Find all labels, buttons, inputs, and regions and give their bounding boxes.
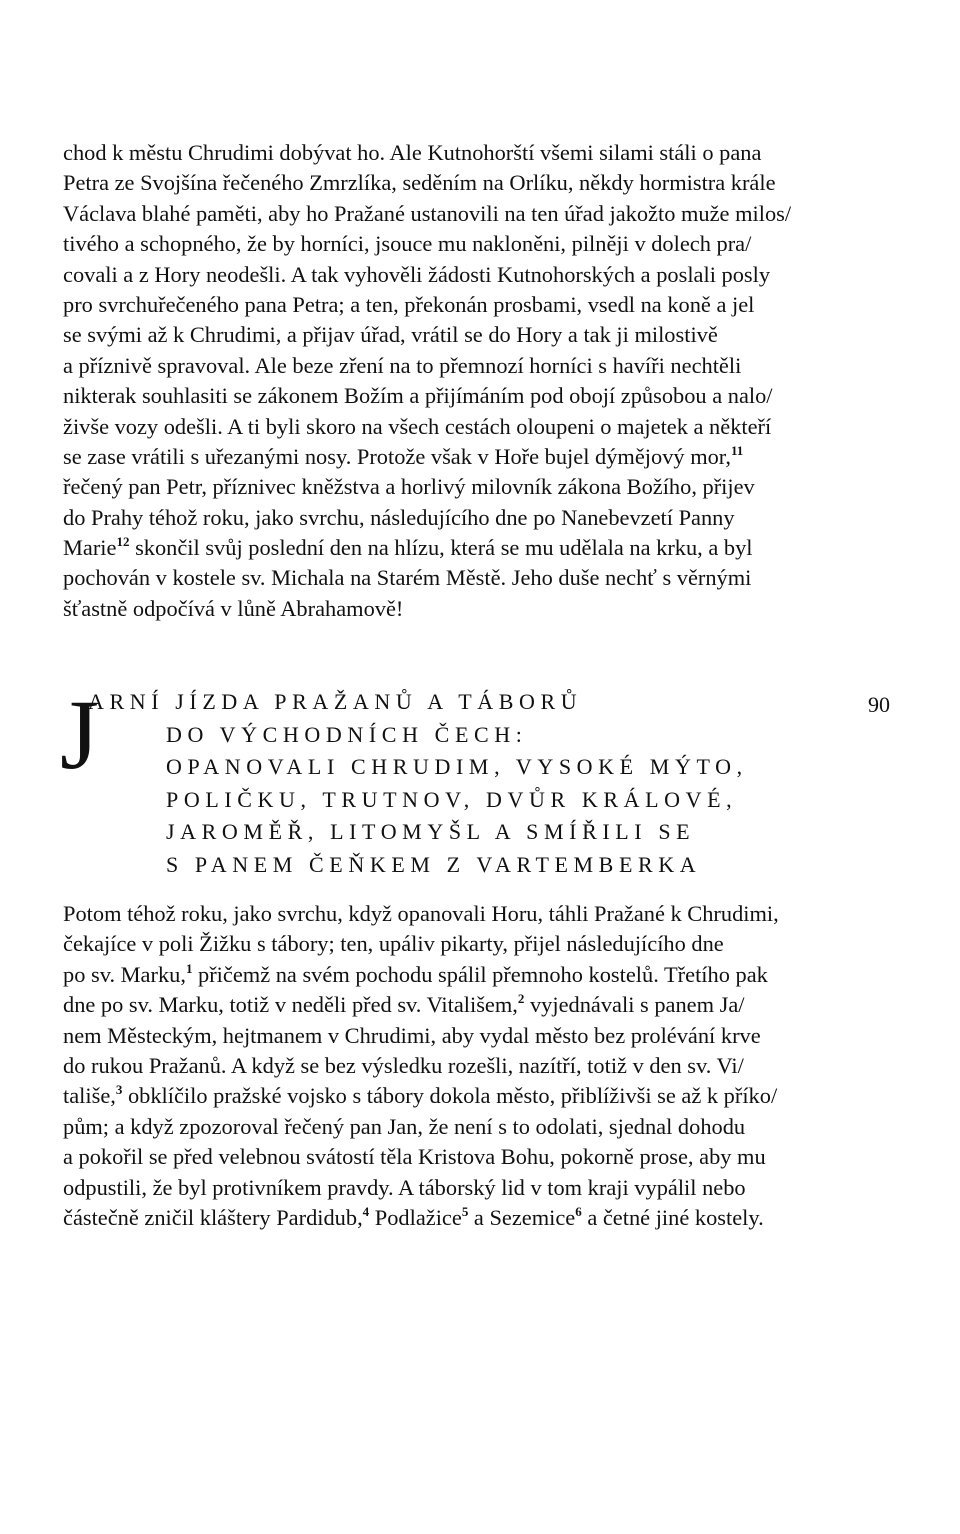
text-span: se zase vrátili s uřezanými nosy. Protože však v Hoře bujel dýmějový mor, — [63, 443, 731, 469]
drop-cap: J — [60, 679, 99, 790]
chapter-title-line: OPANOVALI CHRUDIM, VYSOKÉ MÝTO, — [166, 754, 748, 780]
text-line — [63, 1081, 913, 1111]
text-line — [63, 533, 913, 563]
text-line — [63, 960, 913, 990]
text-span: a četné jiné kostely. — [581, 1204, 764, 1230]
footnote-marker: 2 — [517, 991, 525, 1007]
text-line: řečený pan Petr, příznivec kněžstva a horlivý milovník zákona Božího, přijev — [63, 474, 755, 500]
text-line: a pokořil se před velebnou svátostí těla Kristova Bohu, pokorně prose, aby mu — [63, 1144, 766, 1170]
text-line: covali a z Hory neodešli. A tak vyhověli žádosti Kutnohorských a poslali posly — [63, 261, 771, 287]
text-line: tivého a schopného, že by horníci, jsouce mu nakloněni, pilněji v dolech pra/ — [63, 231, 752, 257]
chapter-number: 90 — [868, 692, 890, 717]
text-span: tališe, — [63, 1083, 116, 1109]
chapter-heading — [60, 679, 920, 886]
text-line: šťastně odpočívá v lůně Abrahamově! — [63, 595, 404, 621]
chapter-title-line: ARNÍ JÍZDA PRAŽANŮ A TÁBORŮ — [88, 689, 583, 714]
text-span: částečně zničil kláštery Pardidub, — [63, 1204, 363, 1230]
text-span: obklíčilo pražské vojsko s tábory dokola město, přiblíživši se až k příko/ — [122, 1083, 778, 1109]
chapter-title-line: DO VÝCHODNÍCH ČECH: — [166, 721, 528, 747]
text-line — [63, 442, 913, 472]
text-span: Marie — [63, 535, 117, 561]
text-line: do rukou Pražanů. A když se bez výsledku rozešli, nazítří, totiž v den sv. Vi/ — [63, 1052, 744, 1078]
footnote-marker: 12 — [116, 534, 130, 550]
chapter-title-line: S PANEM ČEŇKEM Z VARTEMBERKA — [166, 851, 702, 877]
text-line — [63, 990, 913, 1020]
footnote-marker: 5 — [461, 1203, 469, 1219]
paragraph-continued — [63, 138, 913, 624]
text-line: se svými až k Chrudimi, a přijav úřad, vrátil se do Hory a tak ji milostivě — [63, 322, 718, 348]
text-span: přičemž na svém pochodu spálil přemnoho kostelů. Třetího pak — [192, 961, 768, 987]
text-span: vyjednávali s panem Ja/ — [524, 992, 745, 1018]
text-line — [63, 1203, 913, 1233]
text-line: a příznivě spravoval. Ale beze zření na to přemnozí horníci s havíři nechtěli — [63, 352, 742, 378]
footnote-marker: 6 — [575, 1203, 582, 1219]
text-span: dne po sv. Marku, totiž v neděli před sv. Vitališem, — [63, 992, 518, 1018]
text-line: do Prahy téhož roku, jako svrchu, následujícího dne po Nanebevzetí Panny — [63, 504, 735, 530]
chapter-title-line: JAROMĚŘ, LITOMYŠL A SMÍŘILI SE — [166, 819, 696, 845]
text-line: Potom téhož roku, jako svrchu, když opanovali Horu, táhli Pražané k Chrudimi, — [63, 901, 779, 926]
text-line: nem Městeckým, hejtmanem v Chrudimi, aby vydal město bez prolévání krve — [63, 1022, 761, 1048]
text-span: Podlažice — [369, 1204, 462, 1230]
text-span: po sv. Marku, — [63, 961, 186, 987]
text-span: skončil svůj poslední den na hlízu, která se mu udělala na krku, a byl — [129, 535, 753, 561]
footnote-marker: 11 — [730, 442, 744, 458]
text-line: čekajíce v poli Žižku s tábory; ten, upáliv pikarty, přijel následujícího dne — [63, 931, 724, 957]
text-line: Petra ze Svojšína řečeného Zmrzlíka, seděním na Orlíku, někdy hormistra krále — [63, 170, 776, 196]
text-line: chod k městu Chrudimi dobývat ho. Ale Kutnohorští všemi silami stáli o pana — [63, 140, 762, 165]
text-span: a Sezemice — [468, 1204, 576, 1230]
footnote-marker: 3 — [115, 1082, 123, 1098]
paragraph-chapter-90 — [63, 899, 913, 1233]
text-line: pochován v kostele sv. Michala na Starém Městě. Jeho duše nechť s věrnými — [63, 565, 752, 591]
text-line: nikterak souhlasiti se zákonem Božím a přijímáním pod obojí způsobou a nalo/ — [63, 383, 773, 409]
chapter-title-line: POLIČKU, TRUTNOV, DVŮR KRÁLOVÉ, — [166, 786, 738, 812]
footnote-marker: 1 — [185, 960, 193, 976]
text-line: pro svrchuřečeného pana Petra; a ten, překonán prosbami, vsedl na koně a jel — [63, 291, 755, 317]
text-line: Václava blahé paměti, aby ho Pražané ustanovili na ten úřad jakožto muže milos/ — [63, 200, 792, 226]
footnote-marker: 4 — [362, 1203, 370, 1219]
text-line: pům; a když zpozoroval řečený pan Jan, že není s to odolati, sjednal dohodu — [63, 1113, 746, 1139]
chapter-title — [88, 686, 748, 882]
text-line: odpustili, že byl protivníkem pravdy. A táborský lid v tom kraji vypálil nebo — [63, 1174, 746, 1200]
text-line: živše vozy odešli. A ti byli skoro na všech cestách oloupeni o majetek a někteří — [63, 413, 772, 439]
